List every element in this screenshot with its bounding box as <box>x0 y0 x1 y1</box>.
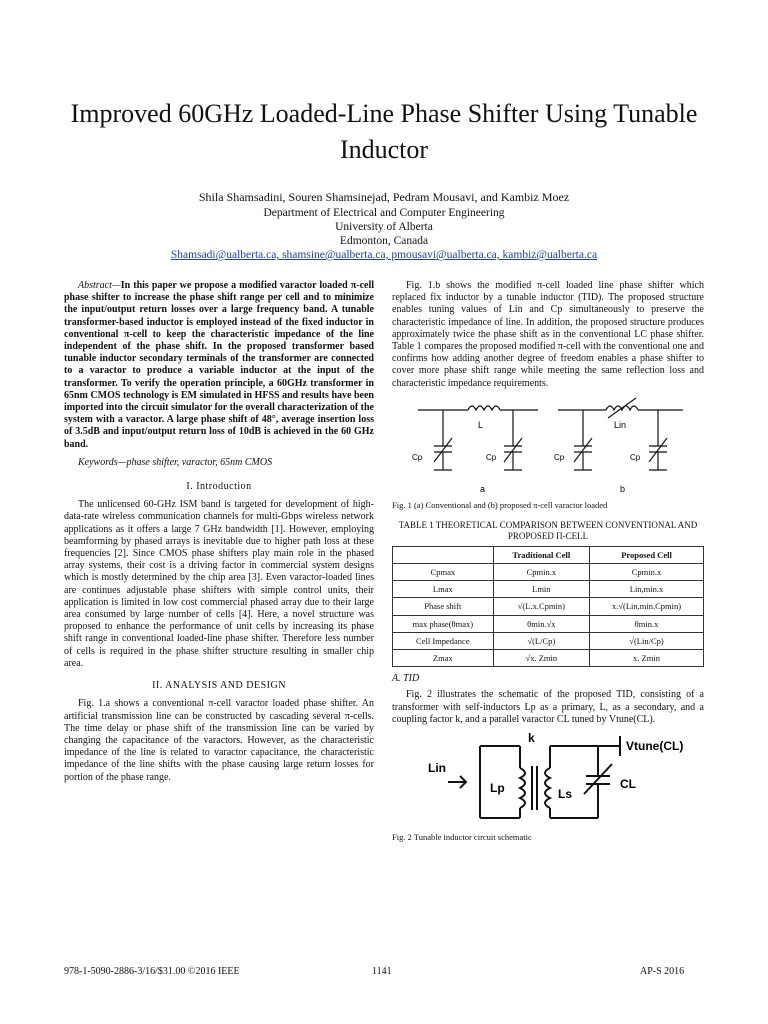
section-heading-intro: I. Introduction <box>186 481 252 493</box>
label-a: a <box>480 483 486 494</box>
table-row <box>393 598 704 615</box>
table-cell: Phase shift <box>393 598 494 615</box>
table-cell: θmin.x <box>590 615 704 632</box>
author-emails[interactable]: Shamsadi@ualberta.ca, shamsine@ualberta.ca, pmousavi@ualberta.ca, kambiz@ualberta.ca <box>170 249 598 261</box>
label-lin: Lin <box>428 761 446 776</box>
table-cell: θmin.√x <box>493 615 589 632</box>
table-header-cell <box>393 546 494 563</box>
abstract <box>64 280 374 451</box>
label-cp-b1: Cp <box>554 452 565 462</box>
paper-title: Improved 60GHz Loaded-Line Phase Shifter Using Tunable Inductor <box>70 99 698 164</box>
table-cell: Cpmax <box>393 564 494 581</box>
author-block <box>60 190 708 262</box>
abstract-text: In this paper we propose a modified varactor loaded π-cell phase shifter to increase the phase shift range per cell and to minimize the input/output return losses over a large frequency band. A tunable transformer-based inductor is employed instead of the fixed inductor in conventional π-cell to keep the characteristic impedance of the line independent of the phase shift. In the proposed transformer based tunable inductor secondary terminals of the transformer are connected to a varactor to produce a variable inductor at the input of the transformer. To verify the operation principle, a 60GHz transformer in 65nm CMOS technology is EM simulated in HFSS and results have been imported into the circuit simulator for the overall characterization of the system with a varactor. A large phase shift of 48°, average insertion loss of 3.5dB and input/output return loss of 10dB is achieved in the 60 GHz band. <box>64 280 374 450</box>
table-cell: Lmin <box>493 581 589 598</box>
table-row <box>393 581 704 598</box>
table-cell: √(L/Cp) <box>493 632 589 649</box>
analysis-paragraph: Fig. 1.a shows a conventional π-cell varactor loaded phase shifter. An artificial transmission line can be constructed by cascading several π-cells. The time delay or phase shift of the transmission line can be varied by changing the capacitance of the varactors. However, as the characteristic impedance of the line is related to varactor capacitance, the characteristic impedance of the line shifts with the phase causing large return losses for portion of the phase range. <box>64 698 374 783</box>
tid-circuit <box>448 736 620 818</box>
footer-page-number: 1141 <box>372 966 392 977</box>
comparison-table <box>392 546 704 667</box>
right-column <box>392 280 704 852</box>
table-cell: Cpmin.x <box>590 564 704 581</box>
table-cell: Cell Impedance <box>393 632 494 649</box>
figure-2-schematic <box>408 732 688 828</box>
tid-paragraph: Fig. 2 illustrates the schematic of the proposed TID, consisting of a transformer with self-inductors Lp as a primary, L, as a secondary, and a coupling factor k, and a parallel varactor CL tuned by Vtune(CL). <box>392 689 704 725</box>
table-header-row <box>393 546 704 563</box>
right-paragraph-1: Fig. 1.b shows the modified π-cell loaded line phase shifter which replaced fix inductor by a tunable inductor (TID). The proposed structure enables tuning values of Lin and Cp simultaneously to preserve the characteristic impedance of line. In addition, the proposed structure produces approximately twice the phase shift as in the conventional LC phase shifter. Table 1 compares the proposed modified π-cell with the conventional one and confirms how adding another degree of freedom enables a phase shifter to cover more phase shift range while meeting the same reflection loss and characteristic impedance requirements. <box>392 280 704 389</box>
footer-conference: AP-S 2016 <box>640 966 685 977</box>
figure-1-caption: Fig. 1 (a) Conventional and (b) proposed π-cell varactor loaded <box>392 499 608 510</box>
author-names: Shila Shamsadini, Souren Shamsinejad, Pedram Mousavi, and Kambiz Moez <box>198 190 570 204</box>
label-cp-a2: Cp <box>486 452 497 462</box>
table-cell: Zmax <box>393 650 494 667</box>
table-row <box>393 650 704 667</box>
table-cell: x. Zmin <box>590 650 704 667</box>
table-row <box>393 632 704 649</box>
label-ls: Ls <box>558 787 573 802</box>
left-column <box>64 280 374 790</box>
table-cell: x.√(Lin,min.Cpmin) <box>590 598 704 615</box>
label-vtune: Vtune(CL) <box>626 739 684 754</box>
table-cell: max phase(θmax) <box>393 615 494 632</box>
footer-copyright: 978-1-5090-2886-3/16/$31.00 ©2016 IEEE <box>64 966 240 977</box>
subsection-heading-tid: A. TID <box>392 673 420 685</box>
table-row <box>393 564 704 581</box>
table-header-cell: Traditional Cell <box>493 546 589 563</box>
table-cell: √(L.x.Cpmin) <box>493 598 589 615</box>
author-city: Edmonton, Canada <box>339 235 429 247</box>
keywords: Keywords—phase shifter, varactor, 65nm CMOS <box>78 456 273 468</box>
label-L: L <box>478 419 484 430</box>
intro-paragraph: The unlicensed 60-GHz ISM band is targeted for development of high-data-rate wireless communication channels for multi-Gbps wireless network applications as it offers a large 7 GHz bandwidth [1]. However, employing beamforming by phased arrays is inevitable due to higher path loss at these frequencies [2]. Since CMOS phase shifters play main role in the phased array systems, their cost is a driving factor in commercial system designs which is mostly determined by the chip area [3]. Even varactor-loaded lines are continues adjustable phase shifters with simple control units, their application is limited in low cost commercial phased array due to their large area consumed by large number of cells [4]. Here, a novel structure was proposed to enhance the performance of unit cells by increasing its phase shift range in conventional loaded-line phase shifter. Therefore less number of cells is required in the phase shifter structure resulting in smaller chip area. <box>64 499 374 669</box>
table-cell: Lmax <box>393 581 494 598</box>
label-lp: Lp <box>490 781 505 796</box>
section-heading-analysis: II. ANALYSIS AND DESIGN <box>152 680 286 692</box>
schematic-conventional <box>418 406 538 470</box>
table-cell: √x. Zmin <box>493 650 589 667</box>
figure-1-schematic <box>398 396 698 496</box>
author-dept: Department of Electrical and Computer Engineering <box>263 207 505 219</box>
abstract-label: Abstract— <box>78 280 121 291</box>
label-k: k <box>528 732 535 746</box>
label-Lin: Lin <box>614 419 627 430</box>
table-1-title: TABLE 1 THEORETICAL COMPARISON BETWEEN CONVENTIONAL AND PROPOSED Π-CELL <box>398 519 698 541</box>
schematic-proposed <box>558 398 683 470</box>
table-row <box>393 615 704 632</box>
table-cell: √(Lin/Cp) <box>590 632 704 649</box>
table-cell: Cpmin.x <box>493 564 589 581</box>
label-b: b <box>620 483 626 494</box>
label-cl: CL <box>620 777 636 792</box>
figure-2-caption: Fig. 2 Tunable inductor circuit schematic <box>392 832 532 843</box>
label-cp-b2: Cp <box>630 452 641 462</box>
author-university: University of Alberta <box>335 221 433 233</box>
label-cp-a1: Cp <box>412 452 423 462</box>
table-cell: Lin,min.x <box>590 581 704 598</box>
table-header-cell: Proposed Cell <box>590 546 704 563</box>
